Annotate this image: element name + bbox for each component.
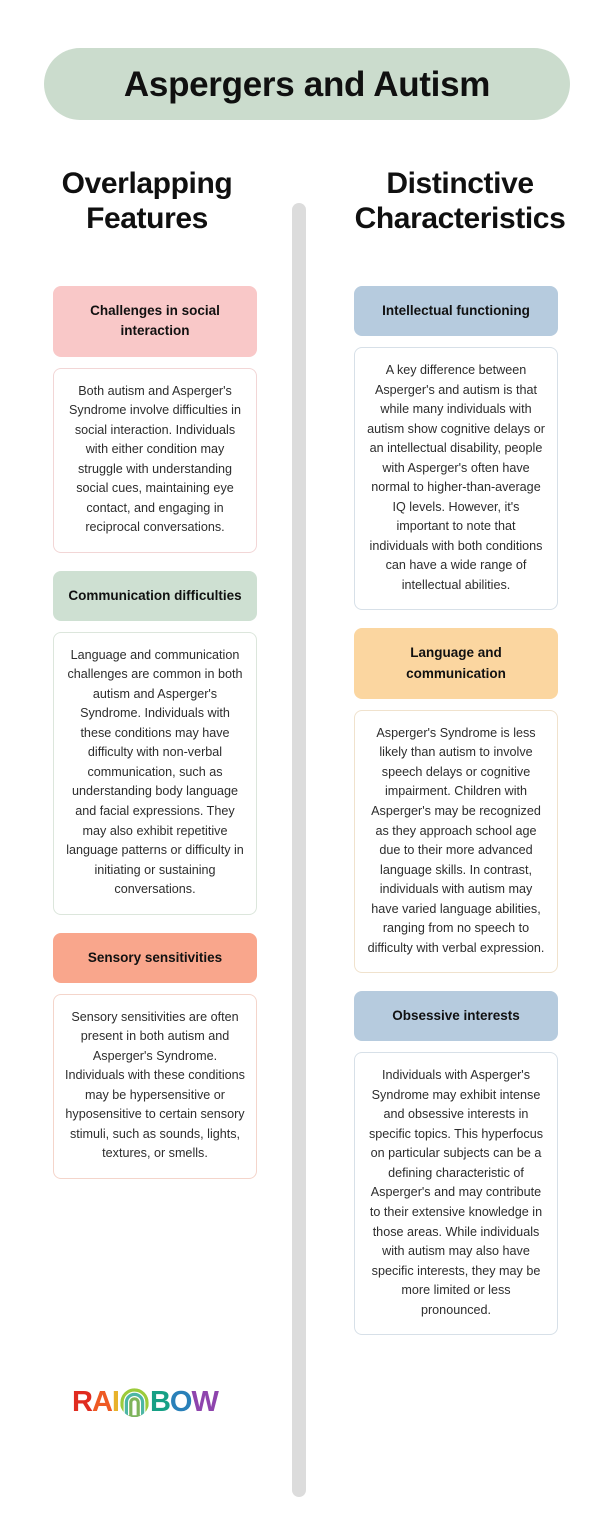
card-heading: Communication difficulties <box>53 571 257 621</box>
card-heading: Obsessive interests <box>354 991 558 1041</box>
card-body: Individuals with Asperger's Syndrome may exhibit intense and obsessive interests in specific topics. This hyperfocus on particular subjects can be a defining characteristic of Asperger's and may contribute to their extensive knowledge in those areas. While individuals with autism may also have specific interests, they may be more limited or less pronounced. <box>354 1052 558 1335</box>
page-title: Aspergers and Autism <box>123 64 491 104</box>
card-block <box>53 933 257 1179</box>
card-body: A key difference between Asperger's and autism is that while many individuals with autism show cognitive delays or an intellectual disability, people with Asperger's often have normal to higher-than-average IQ levels. However, it's important to note that individuals with both conditions can have a wide range of intellectual abilities. <box>354 347 558 610</box>
logo-wordmark <box>72 1385 218 1418</box>
card-block <box>354 991 558 1335</box>
card-heading: Language and communication <box>354 628 558 699</box>
column-header-left: Overlapping Features <box>61 167 233 236</box>
card-block <box>53 571 257 915</box>
column-right <box>354 286 558 1353</box>
card-body: Language and communication challenges are common in both autism and Asperger's Syndrome. Individuals with these conditions may have difficulty with non-verbal communication, such as understanding body language and facial expressions. They may also exhibit repetitive language patterns or difficulty in initiating or sustaining conversations. <box>53 632 257 915</box>
column-left <box>53 286 257 1197</box>
column-header-right: Distinctive Characteristics <box>354 167 566 236</box>
card-heading: Intellectual functioning <box>354 286 558 336</box>
card-body: Sensory sensitivities are often present in both autism and Asperger's Syndrome. Individuals with these conditions may be hypersensitive or hyposensitive to certain sensory stimuli, such as sounds, lights, textures, or smells. <box>53 994 257 1179</box>
card-body: Asperger's Syndrome is less likely than autism to involve speech delays or cognitive impairment. Children with Asperger's may be recognized as they approach school age due to their more advanced language skills. In contrast, individuals with autism may have varied language abilities, ranging from no speech to difficulty with verbal expression. <box>354 710 558 973</box>
column-divider <box>292 203 306 1497</box>
logo-prefix-text: RAI <box>72 1385 119 1418</box>
card-block <box>354 286 558 610</box>
page-title-banner <box>44 48 570 120</box>
card-heading: Sensory sensitivities <box>53 933 257 983</box>
card-heading: Challenges in social interaction <box>53 286 257 357</box>
rainbow-logo <box>72 1382 242 1422</box>
rainbow-arc-icon <box>120 1388 149 1417</box>
logo-suffix-text: BOW <box>149 1385 218 1418</box>
card-block <box>354 628 558 973</box>
card-block <box>53 286 257 553</box>
card-body: Both autism and Asperger's Syndrome involve difficulties in social interaction. Individuals with either condition may struggle with understanding social cues, maintaining eye contact, and engaging in reciprocal conversations. <box>53 368 257 553</box>
